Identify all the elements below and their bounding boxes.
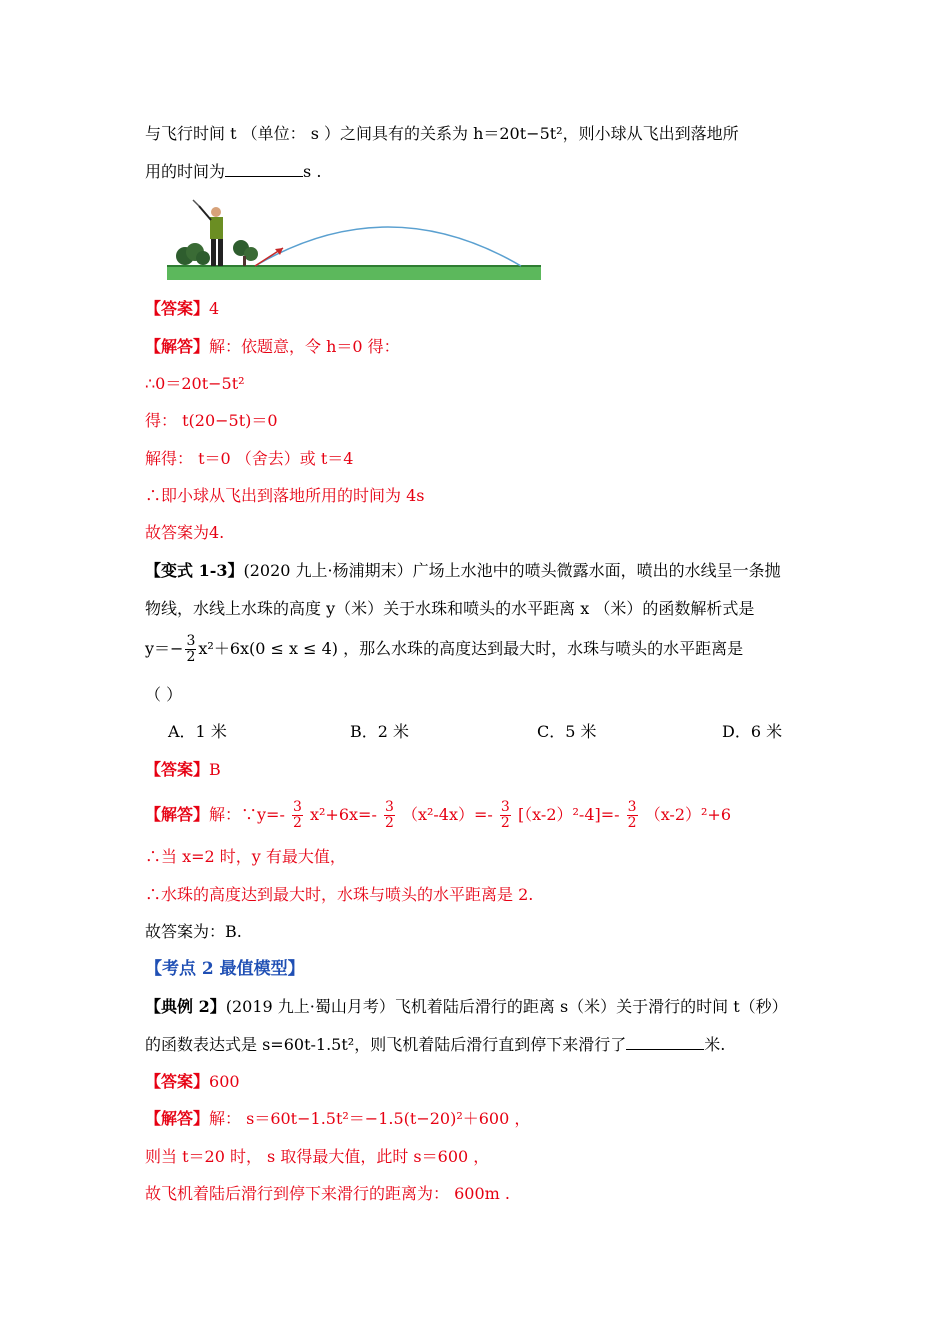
solution-line — [145, 336, 400, 358]
question-text: (2019 九上·蜀山月考）飞机着陆后滑行的距离 s（米）关于滑行的时间 t（秒） — [225, 997, 788, 1016]
solution-label: 【解答】 — [145, 337, 210, 356]
question-tag: 【典例 2】 — [145, 997, 226, 1016]
answer-value: B — [209, 760, 221, 779]
solution-text: 解：依题意，令 h＝0 得： — [209, 337, 400, 356]
solution-line: 故答案为：B. — [145, 922, 242, 941]
question-text-line — [145, 160, 321, 183]
answer-value: 600 — [209, 1072, 240, 1091]
answer-blank — [626, 1033, 704, 1050]
solution-line — [145, 1108, 530, 1130]
option-c: C．5 米 — [537, 722, 597, 741]
solution-line: ∴即小球从飞出到落地所用的时间为 4s — [145, 486, 425, 505]
answer-paren: （ ） — [145, 685, 183, 704]
question-formula-line — [145, 634, 743, 665]
question-text: 用的时间为 — [145, 162, 226, 181]
fraction: $\frac{3}{2}$ — [500, 799, 510, 831]
answer-value: 4 — [209, 299, 220, 318]
fraction: $\frac{3}{2}$ — [186, 633, 196, 665]
answer-blank — [225, 160, 303, 177]
question-text: 米. — [704, 1035, 726, 1054]
option-a: A．1 米 — [168, 722, 227, 741]
question-text-line — [145, 560, 781, 582]
question-text-line: 物线，水线上水珠的高度 y（米）关于水珠和喷头的水平距离 x （米）的函数解析式是 — [145, 599, 755, 618]
solution-line: ∴当 x=2 时，y 有最大值， — [145, 847, 346, 866]
answer-label: 【答案】 — [145, 760, 210, 779]
solution-text: 解： s＝60t−1.5t²＝−1.5(t−20)²＋600 ， — [209, 1109, 531, 1128]
fraction: $\frac{3}{2}$ — [292, 799, 302, 831]
solution-label: 【解答】 — [145, 1109, 210, 1128]
solution-line: ∴0＝20t−5t² — [145, 374, 245, 393]
formula-text: y＝− — [145, 639, 184, 658]
option-d: D．6 米 — [722, 722, 783, 741]
answer-label: 【答案】 — [145, 299, 210, 318]
fraction: $\frac{3}{2}$ — [384, 799, 394, 831]
solution-line: 解得： t＝0 （舍去）或 t＝4 — [145, 449, 354, 468]
question-text: 的函数表达式是 s=60t-1.5t²，则飞机着陆后滑行直到停下来滑行了 — [145, 1035, 627, 1054]
bush-left-icon — [176, 243, 210, 265]
formula-text: x²＋6x(0 ≤ x ≤ 4) ，那么水珠的高度达到最大时，水珠与喷头的水平距离是 — [198, 639, 744, 658]
section-heading: 【考点 2 最值模型】 — [145, 959, 305, 979]
question-text: (2020 九上·杨浦期末）广场上水池中的喷头微露水面，喷出的水线呈一条抛 — [243, 561, 781, 580]
solution-line: 故飞机着陆后滑行到停下来滑行的距离为： 600m . — [145, 1184, 510, 1203]
golf-trajectory-figure — [163, 198, 543, 284]
answer-line — [145, 1071, 240, 1093]
ball-trajectory — [255, 227, 521, 266]
solution-line: 【解答】解：∵y=- $\frac{3}{2}$ x²+6x=- $\frac{3}{2}$ （x²-4x）=- $\frac{3}{2}$ [（x-2）²-4]=- $\frac{3}{2}$ （x-2）²+6 — [145, 799, 732, 831]
question-text-line — [145, 1033, 725, 1056]
option-b: B．2 米 — [350, 722, 410, 741]
fraction: $\frac{3}{2}$ — [627, 799, 637, 831]
question-text-line: 与飞行时间 t （单位： s ）之间具有的关系为 h＝20t−5t²，则小球从飞出到落地所 — [145, 124, 739, 143]
question-text-line — [145, 996, 788, 1018]
solution-line: 得： t(20−5t)＝0 — [145, 411, 278, 430]
ground-strip — [167, 266, 541, 280]
answer-line — [145, 759, 221, 781]
solution-line: 故答案为4. — [145, 523, 225, 542]
solution-label: 【解答】 — [145, 805, 210, 824]
solution-line: ∴水珠的高度达到最大时，水珠与喷头的水平距离是 2. — [145, 885, 534, 904]
question-text: s . — [303, 162, 322, 181]
bush-right-icon — [233, 240, 258, 266]
answer-line — [145, 298, 219, 320]
question-tag: 【变式 1-3】 — [145, 561, 244, 580]
answer-label: 【答案】 — [145, 1072, 210, 1091]
solution-line: 则当 t＝20 时， s 取得最大值，此时 s＝600 ， — [145, 1147, 490, 1166]
